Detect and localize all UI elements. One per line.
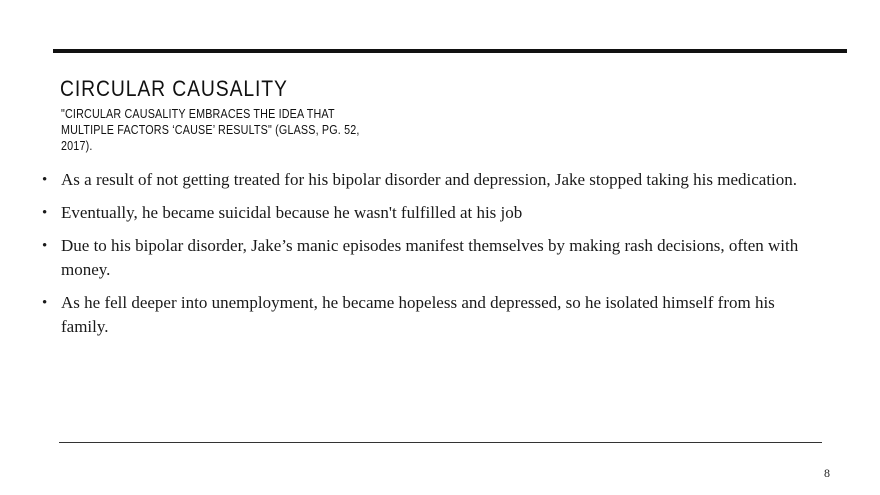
bullet-text: As he fell deeper into unemployment, he became hopeless and depressed, so he isolated himself from his family. [61, 293, 775, 336]
top-divider [53, 49, 847, 53]
bullet-text: Eventually, he became suicidal because he wasn't fulfilled at his job [61, 203, 523, 222]
bullet-text: As a result of not getting treated for his bipolar disorder and depression, Jake stopped taking his medication. [61, 170, 798, 189]
bullet-list [42, 168, 822, 348]
bullet-icon: • [42, 295, 48, 311]
bullet-icon: • [42, 205, 48, 221]
bullet-icon: • [42, 238, 48, 254]
page-number: 8 [824, 466, 830, 480]
slide-title: CIRCULAR CAUSALITY [60, 76, 288, 101]
bullet-item [42, 201, 822, 225]
bullet-item [42, 291, 822, 339]
bullet-item [42, 234, 822, 282]
slide-subtitle: "CIRCULAR CAUSALITY EMBRACES THE IDEA THAT MULTIPLE FACTORS ‘CAUSE’ RESULTS" (GLASS, PG. 52, 2017). [61, 107, 360, 153]
bullet-item [42, 168, 822, 192]
bullet-text: Due to his bipolar disorder, Jake’s manic episodes manifest themselves by making rash decisions, often with money. [61, 236, 799, 279]
bottom-divider [59, 442, 822, 443]
bullet-icon: • [42, 172, 48, 188]
